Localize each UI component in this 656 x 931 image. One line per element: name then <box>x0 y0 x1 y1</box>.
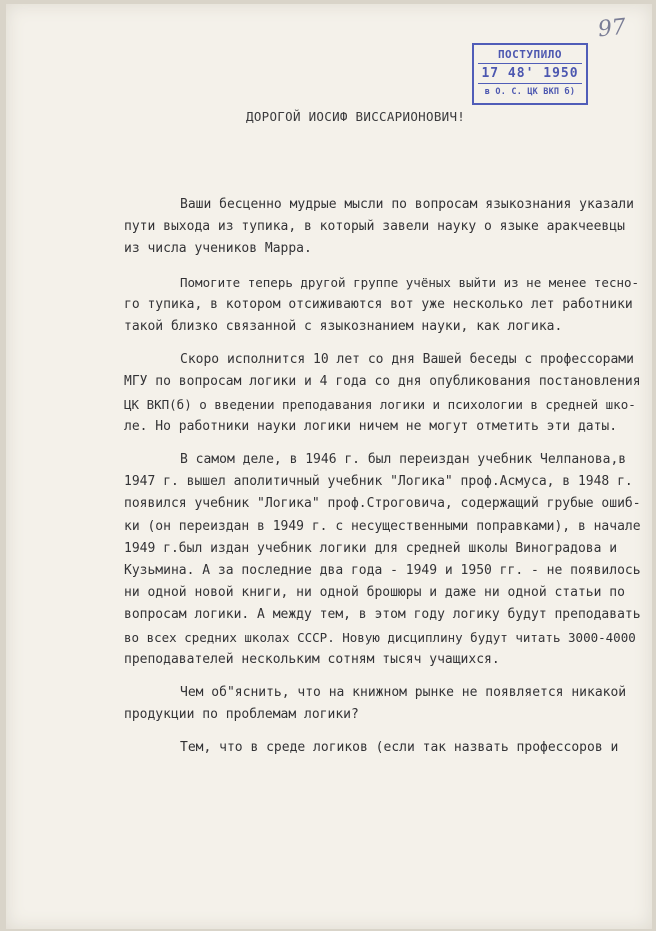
text-line: Помогите теперь другой группе учёных выйти из не менее тесно- <box>180 274 640 290</box>
text-line: МГУ по вопросам логики и 4 года со дня опубликования постановления <box>124 374 641 390</box>
stamp-divider <box>478 63 582 64</box>
text-line: Кузьмина. А за последние два года - 1949 и 1950 гг. - не появилось <box>124 563 641 579</box>
stamp-title: ПОСТУПИЛО <box>497 48 563 61</box>
page-number: 97 <box>596 14 628 43</box>
text-line: пути выхода из тупика, в который завели науку о языке аракчеевцы <box>124 219 625 235</box>
letter-body <box>124 194 644 771</box>
text-line: Тем, что в среде логиков (если так назвать профессоров и <box>180 740 619 756</box>
text-line: ки (он переиздан в 1949 г. с несущественными поправками), в начале <box>124 518 641 534</box>
paragraph <box>124 449 644 671</box>
text-line: преподавателей нескольким сотням тысяч учащихся. <box>124 651 500 667</box>
text-line: во всех средних школах СССР. Новую дисциплину будут читать 3000-4000 <box>124 629 636 645</box>
salutation: ДОРОГОЙ ИОСИФ ВИССАРИОНОВИЧ! <box>246 109 466 124</box>
stamp-department: в О. С. ЦК ВКП б) <box>484 87 576 97</box>
text-line: Ваши бесценно мудрые мысли по вопросам языкознания указали <box>180 197 634 212</box>
paragraph <box>124 272 644 339</box>
stamp-divider <box>478 83 582 84</box>
text-line: Скоро исполнится 10 лет со дня Вашей беседы с профессорами <box>180 352 634 368</box>
text-line: В самом деле, в 1946 г. был переиздан учебник Челпанова,в <box>180 452 627 468</box>
text-line: ЦК ВКП(б) о введении преподавания логики и психологии в средней шко- <box>124 396 636 412</box>
text-line: го тупика, в котором отсиживаются вот уже несколько лет работники <box>124 296 633 312</box>
text-line: продукции по проблемам логики? <box>124 707 359 723</box>
stamp-date: 17 48' 1950 <box>481 66 579 81</box>
text-line: такой близко связанной с языкознанием науки, как логика. <box>124 319 563 335</box>
text-line: ле. Но работники науки логики ничем не могут отметить эти даты. <box>124 418 618 434</box>
text-line: 1947 г. вышел аполитичный учебник "Логика" проф.Асмуса, в 1948 г. <box>124 474 633 490</box>
document-page <box>6 4 652 929</box>
text-line: появился учебник "Логика" проф.Строговича, содержащий грубые ошиб- <box>124 496 641 512</box>
paragraph <box>124 194 644 261</box>
text-line: ни одной новой книги, ни одной брошюры и даже ни одной статьи по <box>124 585 625 601</box>
paragraph <box>124 682 644 726</box>
paragraph <box>124 737 644 759</box>
text-line: вопросам логики. А между тем, в этом году логику будут преподавать <box>124 607 641 623</box>
paragraph <box>124 349 644 438</box>
text-line: 1949 г.был издан учебник логики для средней школы Виноградова и <box>124 540 618 556</box>
received-stamp <box>472 43 588 105</box>
text-line: Чем об"яснить, что на книжном рынке не появляется никакой <box>180 685 627 701</box>
text-line: из числа учеников Марра. <box>124 241 312 257</box>
